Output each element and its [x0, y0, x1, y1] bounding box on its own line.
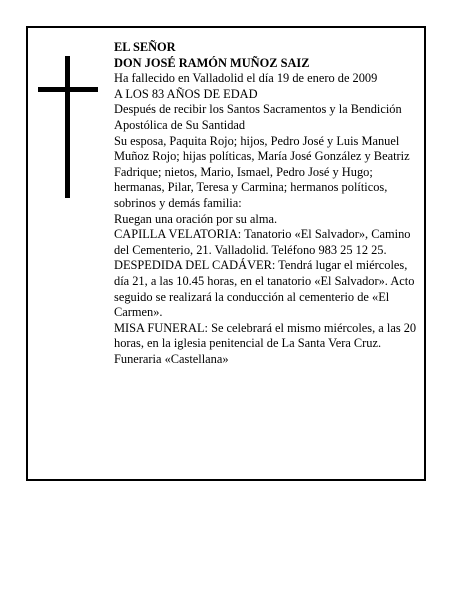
farewell-info: DESPEDIDA DEL CADÁVER: Tendrá lugar el miércoles, día 21, a las 10.45 horas, en el tanatorio «El Salvador». Acto seguido se realizará la conducción al cementerio de «El Carmen».: [114, 258, 415, 320]
sacraments-line: Después de recibir los Santos Sacramentos y la Bendición Apostólica de Su Santidad: [114, 102, 402, 132]
notice-text: [114, 40, 418, 367]
obituary-notice: [26, 26, 426, 481]
deceased-name: DON JOSÉ RAMÓN MUÑOZ SAIZ: [114, 55, 310, 70]
cross-vertical-bar: [65, 56, 70, 198]
cross-horizontal-bar: [38, 87, 98, 92]
family-list: Su esposa, Paquita Rojo; hijos, Pedro José y Luis Manuel Muñoz Rojo; hijas políticas, María José González y Beatriz Fadrique; nietos, Mario, Ismael, Pedro José y Hugo; hermanas, Pilar, Teresa y Carmina; hermanos políticos, sobrinos y demás familia:: [114, 133, 410, 210]
death-statement: Ha fallecido en Valladolid el día 19 de enero de 2009: [114, 71, 378, 86]
funeral-mass-info: MISA FUNERAL: Se celebrará el mismo miércoles, a las 20 horas, en la iglesia penitencial de La Santa Vera Cruz.: [114, 320, 417, 351]
chapel-info: CAPILLA VELATORIA: Tanatorio «El Salvador», Camino del Cementerio, 21. Valladolid. Teléfono 983 25 12 25.: [114, 227, 411, 257]
prayer-request: Ruegan una oración por su alma.: [114, 211, 278, 226]
funeral-home: Funeraria «Castellana»: [114, 351, 229, 366]
cross-icon: [38, 56, 98, 198]
heading-title: EL SEÑOR: [114, 40, 176, 54]
age-line: A LOS 83 AÑOS DE EDAD: [114, 86, 258, 101]
